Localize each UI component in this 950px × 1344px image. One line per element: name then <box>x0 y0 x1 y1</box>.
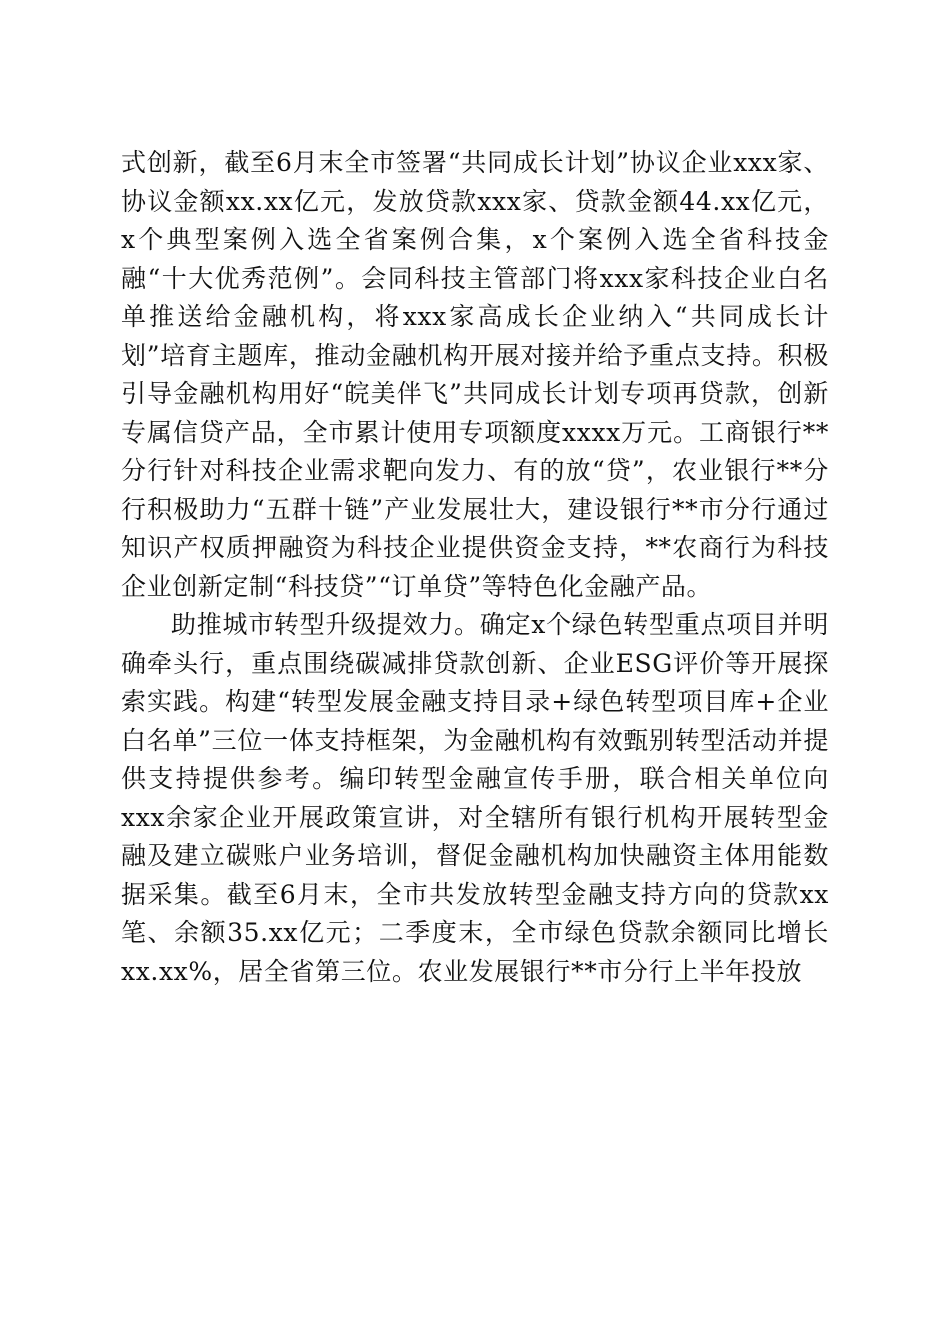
document-body <box>121 144 829 991</box>
paragraph-urban-transformation: 助推城市转型升级提效力。确定x个绿色转型重点项目并明确牵头行，重点围绕碳减排贷款创新、企业ESG评价等开展探索实践。构建“转型发展金融支持目录+绿色转型项目库+企业白名单”三位一体支持框架，为金融机构有效甄别转型活动并提供支持提供参考。编印转型金融宣传手册，联合相关单位向xxx余家企业开展政策宣讲，对全辖所有银行机构开展转型金融及建立碳账户业务培训，督促金融机构加快融资主体用能数据采集。截至6月末，全市共发放转型金融支持方向的贷款xx笔、余额35.xx亿元；二季度末，全市绿色贷款余额同比增长xx.xx%，居全省第三位。农业发展银行**市分行上半年投放 <box>121 610 829 986</box>
paragraph-continued: 式创新，截至6月末全市签署“共同成长计划”协议企业xxx家、协议金额xx.xx亿元，发放贷款xxx家、贷款金额44.xx亿元，x个典型案例入选全省案例合集，x个案例入选全省科技金融“十大优秀范例”。会同科技主管部门将xxx家科技企业白名单推送给金融机构，将xxx家高成长企业纳入“共同成长计划”培育主题库，推动金融机构开展对接并给予重点支持。积极引导金融机构用好“皖美伴飞”共同成长计划专项再贷款，创新专属信贷产品，全市累计使用专项额度xxxx万元。工商银行**分行针对科技企业需求靶向发力、有的放“贷”，农业银行**分行积极助力“五群十链”产业发展壮大，建设银行**市分行通过知识产权质押融资为科技企业提供资金支持，**农商行为科技企业创新定制“科技贷”“订单贷”等特色化金融产品。 <box>121 148 829 601</box>
